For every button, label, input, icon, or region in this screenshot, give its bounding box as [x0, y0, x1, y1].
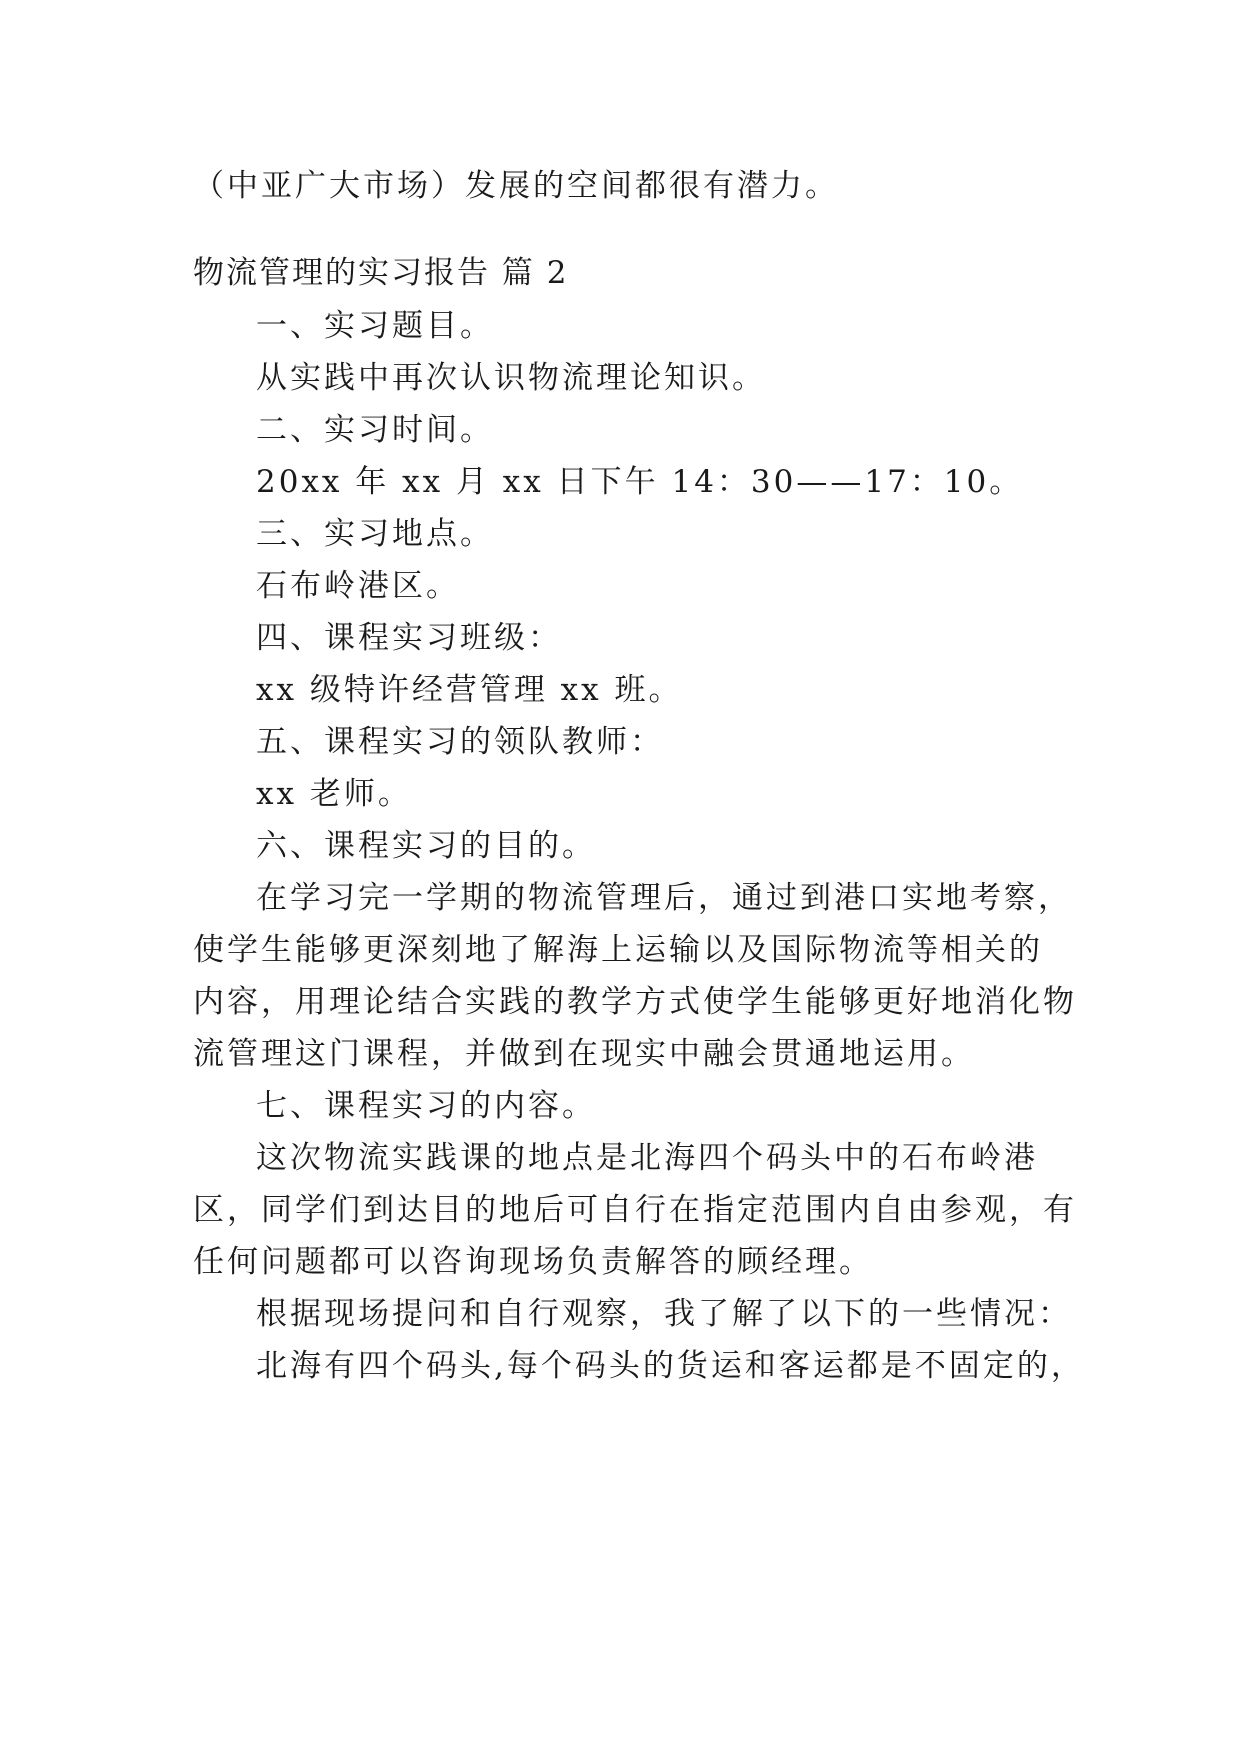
item-heading-4: 四、课程实习班级：: [256, 620, 562, 656]
item-body-5: xx 老师。: [256, 776, 412, 812]
content-paragraph-line-1: 这次物流实践课的地点是北海四个码头中的石布岭港: [256, 1140, 1038, 1176]
item-heading-7: 七、课程实习的内容。: [256, 1088, 596, 1124]
paragraph-continuation: （中亚广大市场）发展的空间都很有潜力。: [193, 168, 839, 204]
content-paragraph-line-2: 区，同学们到达目的地后可自行在指定范围内自由参观，有: [193, 1192, 1077, 1228]
item-body-3: 石布岭港区。: [256, 568, 460, 604]
observation-paragraph-line-2: 北海有四个码头,每个码头的货运和客运都是不固定的，: [256, 1348, 1085, 1384]
content-paragraph-line-3: 任何问题都可以咨询现场负责解答的顾经理。: [193, 1244, 873, 1280]
purpose-paragraph-line-4: 流管理这门课程，并做到在现实中融会贯通地运用。: [193, 1036, 975, 1072]
item-heading-1: 一、实习题目。: [256, 308, 494, 344]
item-body-4: xx 级特许经营管理 xx 班。: [256, 672, 683, 708]
purpose-paragraph-line-2: 使学生能够更深刻地了解海上运输以及国际物流等相关的: [193, 932, 1043, 968]
item-body-2: 20xx 年 xx 月 xx 日下午 14：30——17：10。: [256, 464, 1024, 500]
purpose-paragraph-line-1: 在学习完一学期的物流管理后，通过到港口实地考察，: [256, 880, 1072, 916]
item-heading-3: 三、实习地点。: [256, 516, 494, 552]
item-heading-6: 六、课程实习的目的。: [256, 828, 596, 864]
section-title: 物流管理的实习报告 篇 2: [193, 255, 569, 291]
observation-paragraph-line-1: 根据现场提问和自行观察，我了解了以下的一些情况：: [256, 1296, 1072, 1332]
purpose-paragraph-line-3: 内容，用理论结合实践的教学方式使学生能够更好地消化物: [193, 984, 1077, 1020]
item-body-1: 从实践中再次认识物流理论知识。: [256, 360, 766, 396]
item-heading-5: 五、课程实习的领队教师：: [256, 724, 664, 760]
item-heading-2: 二、实习时间。: [256, 412, 494, 448]
